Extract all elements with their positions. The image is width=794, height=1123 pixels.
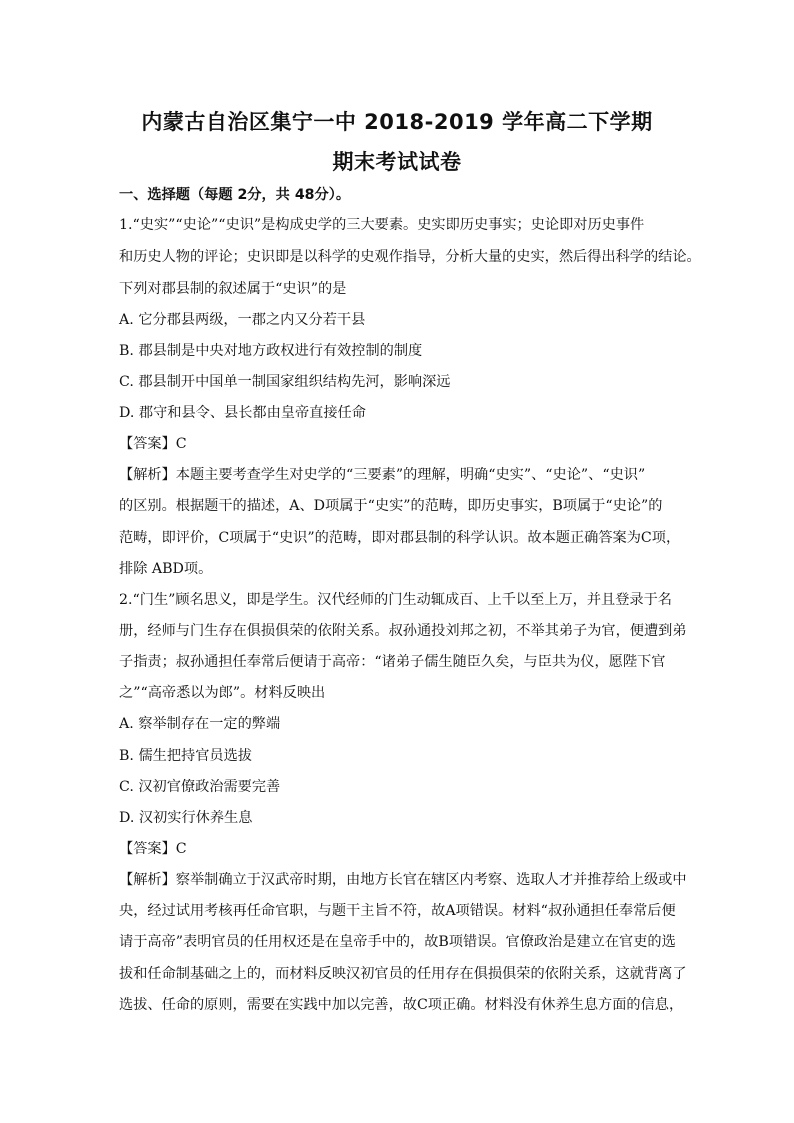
- question-2-option-b: B. 儒生把持官员选拔: [119, 748, 252, 764]
- question-1-analysis-line-2: 的区别。根据题干的描述，A、D项属于“史实”的范畴，即历史事实，B项属于“史论”的: [119, 498, 663, 514]
- question-2-option-d: D. 汉初实行休养生息: [119, 810, 253, 826]
- question-1-analysis-line-1: 【解析】本题主要考查学生对史学的“三要素”的理解，明确“史实”、“史论”、“史识”: [119, 467, 646, 483]
- question-2-option-a: A. 察举制存在一定的弊端: [119, 716, 281, 732]
- question-1-analysis-line-4: 排除 ABD项。: [119, 561, 213, 577]
- question-1-stem-line-1: 1.“史实”“史论”“史识”是构成史学的三大要素。史实即历史事实；史论即对历史事件: [119, 217, 645, 233]
- question-1-option-d: D. 郡守和县令、县长都由皇帝直接任命: [119, 405, 366, 421]
- question-2-stem-line-3: 子指责；叔孙通担任奉常后便请于高帝：“诸弟子儒生随臣久矣，与臣共为仪，愿陛下官: [119, 654, 666, 670]
- question-2-analysis-line-2: 央，经过试用考核再任命官职，与题干主旨不符，故A项错误。材料“叔孙通担任奉常后便: [119, 903, 676, 919]
- section-heading: 一、选择题（每题 2分，共 48分）。: [119, 187, 351, 203]
- question-1-stem-line-2: 和历史人物的评论；史识即是以科学的史观作指导，分析大量的史实，然后得出科学的结论。: [119, 249, 701, 265]
- question-2-option-c: C. 汉初官僚政治需要完善: [119, 779, 281, 795]
- question-2-stem-line-4: 之”“高帝悉以为郎”。材料反映出: [119, 685, 326, 701]
- question-2-answer: 【答案】C: [119, 841, 187, 857]
- page-title: 内蒙古自治区集宁一中 2018-2019 学年高二下学期: [141, 110, 653, 134]
- question-2-stem-line-2: 册，经师与门生存在俱损俱荣的依附关系。叔孙通投刘邦之初，不举其弟子为官，便遭到弟: [119, 623, 687, 639]
- question-1-option-c: C. 郡县制开中国单一制国家组织结构先河，影响深远: [119, 374, 451, 390]
- question-2-analysis-line-3: 请于高帝”表明官员的任用权还是在皇帝手中的，故B项错误。官僚政治是建立在官吏的选: [119, 934, 676, 950]
- question-1-answer: 【答案】C: [119, 436, 187, 452]
- question-1-stem-line-3: 下列对郡县制的叙述属于“史识”的是: [119, 281, 347, 297]
- question-1-option-b: B. 郡县制是中央对地方政权进行有效控制的制度: [119, 343, 423, 359]
- question-2-analysis-line-5: 选拔、任命的原则，需要在实践中加以完善，故C项正确。材料没有休养生息方面的信息，: [119, 997, 684, 1013]
- page-subtitle: 期末考试试卷: [332, 150, 462, 174]
- question-1-analysis-line-3: 范畴，即评价，C项属于“史识”的范畴，即对郡县制的科学认识。故本题正确答案为C项，: [119, 530, 681, 546]
- question-2-analysis-line-1: 【解析】察举制确立于汉武帝时期，由地方长官在辖区内考察、选取人才并推荐给上级或中: [119, 872, 687, 888]
- question-1-option-a: A. 它分郡县两级，一郡之内又分若干县: [119, 312, 366, 328]
- question-2-stem-line-1: 2.“门生”顾名思义，即是学生。汉代经师的门生动辄成百、上千以至上万，并且登录于名: [119, 592, 672, 608]
- question-2-analysis-line-4: 拔和任命制基础之上的，而材料反映汉初官员的任用存在俱损俱荣的依附关系，这就背离了: [119, 966, 687, 982]
